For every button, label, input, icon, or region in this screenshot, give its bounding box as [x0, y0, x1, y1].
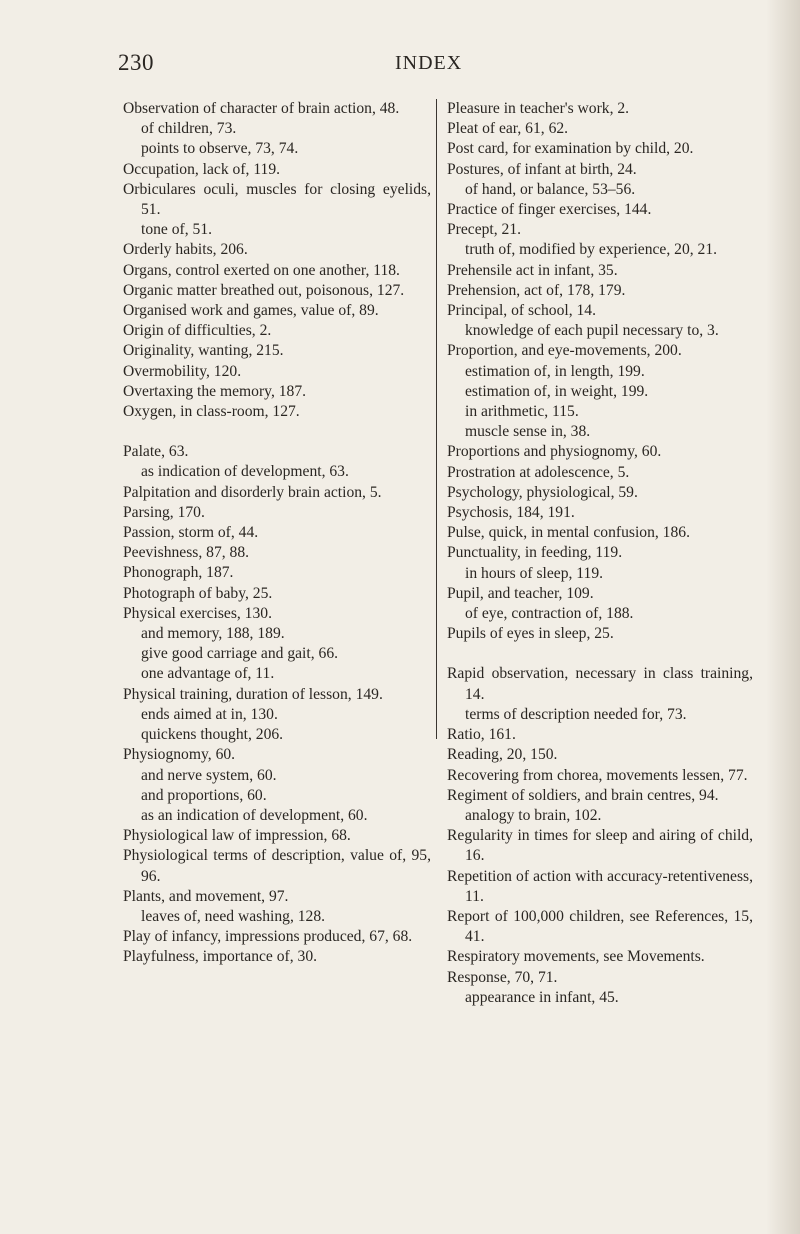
- index-entry: Prostration at adolescence, 5.: [447, 463, 630, 481]
- index-column-left: [123, 99, 431, 968]
- index-entry: Prehension, act of, 178, 179.: [447, 281, 626, 299]
- index-entry: Practice of finger exercises, 144.: [447, 201, 652, 219]
- page-number: 230: [118, 50, 154, 75]
- index-subentry: and nerve system, 60.: [141, 766, 277, 784]
- index-entry: Originality, wanting, 215.: [123, 342, 284, 360]
- index-entry: Playfulness, importance of, 30.: [123, 948, 318, 966]
- index-entry: Repetition of action with accuracy-retentiveness, 11.: [447, 867, 753, 905]
- index-entry: Recovering from chorea, movements lessen, 77.: [447, 766, 748, 784]
- index-entry: Observation of character of brain action, 48.: [123, 100, 400, 117]
- index-subentry: terms of description needed for, 73.: [465, 705, 687, 723]
- index-entry: Occupation, lack of, 119.: [123, 160, 281, 178]
- index-entry: Orderly habits, 206.: [123, 241, 248, 259]
- column-divider: [436, 99, 437, 739]
- index-subentry: of children, 73.: [141, 120, 237, 138]
- index-entry: Play of infancy, impressions produced, 67, 68.: [123, 928, 413, 946]
- index-subentry: truth of, modified by experience, 20, 21.: [465, 241, 718, 259]
- index-entry: Physiognomy, 60.: [123, 746, 236, 764]
- index-entry: Pleat of ear, 61, 62.: [447, 120, 569, 138]
- index-entry: Phonograph, 187.: [123, 564, 234, 582]
- index-entry: Physiological law of impression, 68.: [123, 827, 351, 845]
- index-subentry: tone of, 51.: [141, 221, 213, 239]
- index-entry: Parsing, 170.: [123, 503, 205, 521]
- index-subentry: and proportions, 60.: [141, 786, 267, 804]
- index-entry: Response, 70, 71.: [447, 968, 558, 986]
- index-entry: Photograph of baby, 25.: [123, 584, 273, 602]
- index-subentry: estimation of, in length, 199.: [465, 362, 645, 380]
- running-head: INDEX: [395, 52, 463, 74]
- index-subentry: quickens thought, 206.: [141, 726, 284, 744]
- index-subentry: appearance in infant, 45.: [465, 988, 619, 1006]
- index-entry: Organs, control exerted on one another, 118.: [123, 261, 400, 279]
- index-subentry: of hand, or balance, 53–56.: [465, 180, 636, 198]
- index-entry: Postures, of infant at birth, 24.: [447, 160, 637, 178]
- index-subentry: ends aimed at in, 130.: [141, 705, 278, 723]
- index-entry: Pleasure in teacher's work, 2.: [447, 100, 630, 117]
- index-subentry: give good carriage and gait, 66.: [141, 645, 339, 663]
- index-subentry: knowledge of each pupil necessary to, 3.: [465, 322, 719, 340]
- index-subentry: muscle sense in, 38.: [465, 423, 591, 441]
- index-entry: Pupils of eyes in sleep, 25.: [447, 625, 614, 643]
- index-entry: Psychosis, 184, 191.: [447, 504, 575, 522]
- page-header: [0, 50, 800, 80]
- index-subentry: one advantage of, 11.: [141, 665, 275, 683]
- index-subentry: of eye, contraction of, 188.: [465, 605, 634, 623]
- index-entry: Regiment of soldiers, and brain centres, 94.: [447, 786, 719, 804]
- index-entry: Regularity in times for sleep and airing of child, 16.: [447, 827, 753, 865]
- index-entry: Overmobility, 120.: [123, 362, 242, 380]
- index-entry: Origin of difficulties, 2.: [123, 322, 272, 340]
- index-entry: Psychology, physiological, 59.: [447, 483, 638, 501]
- index-entry: Rapid observation, necessary in class training, 14.: [447, 665, 753, 703]
- index-entry: Report of 100,000 children, see References, 15, 41.: [447, 907, 753, 946]
- index-entry: Reading, 20, 150.: [447, 746, 558, 764]
- page-edge-shadow: [766, 0, 800, 1234]
- index-entry: Palpitation and disorderly brain action, 5.: [123, 483, 382, 501]
- index-entry: Passion, storm of, 44.: [123, 524, 259, 542]
- index-entry: Physical training, duration of lesson, 149.: [123, 685, 383, 703]
- index-subentry: in arithmetic, 115.: [465, 403, 579, 421]
- index-entry: Ratio, 161.: [447, 726, 516, 744]
- index-subentry: as an indication of development, 60.: [141, 806, 368, 824]
- index-subentry: points to observe, 73, 74.: [141, 140, 299, 158]
- index-subentry: analogy to brain, 102.: [465, 806, 602, 824]
- index-subentry: and memory, 188, 189.: [141, 625, 285, 643]
- index-entry: Respiratory movements, see Movements.: [447, 948, 705, 966]
- index-entry: Proportions and physiognomy, 60.: [447, 443, 662, 461]
- index-column-right: [447, 99, 753, 1008]
- index-entry: Organised work and games, value of, 89.: [123, 302, 379, 320]
- section-gap: [123, 422, 431, 442]
- index-entry: Pupil, and teacher, 109.: [447, 584, 594, 602]
- index-subentry: leaves of, need washing, 128.: [141, 907, 326, 925]
- index-entry: Palate, 63.: [123, 443, 189, 461]
- index-entry: Peevishness, 87, 88.: [123, 544, 250, 562]
- index-subentry: as indication of development, 63.: [141, 463, 349, 481]
- index-entry: Precept, 21.: [447, 221, 522, 239]
- index-entry: Punctuality, in feeding, 119.: [447, 544, 623, 562]
- index-entry: Proportion, and eye-movements, 200.: [447, 342, 682, 360]
- index-subentry: estimation of, in weight, 199.: [465, 382, 649, 400]
- section-gap: [447, 644, 753, 664]
- index-entry: Pulse, quick, in mental confusion, 186.: [447, 524, 690, 542]
- index-entry: Post card, for examination by child, 20.: [447, 140, 694, 158]
- index-entry: Prehensile act in infant, 35.: [447, 261, 618, 279]
- index-entry: Oxygen, in class-room, 127.: [123, 403, 300, 421]
- index-entry: Orbiculares oculi, muscles for closing eyelids, 51.: [123, 180, 431, 219]
- index-entry: Organic matter breathed out, poisonous, 127.: [123, 281, 405, 299]
- index-entry: Plants, and movement, 97.: [123, 887, 289, 905]
- index-entry: Physiological terms of description, value of, 95, 96.: [123, 847, 431, 885]
- index-entry: Principal, of school, 14.: [447, 302, 596, 320]
- index-entry: Overtaxing the memory, 187.: [123, 382, 307, 400]
- index-entry: Physical exercises, 130.: [123, 604, 272, 622]
- index-subentry: in hours of sleep, 119.: [465, 564, 604, 582]
